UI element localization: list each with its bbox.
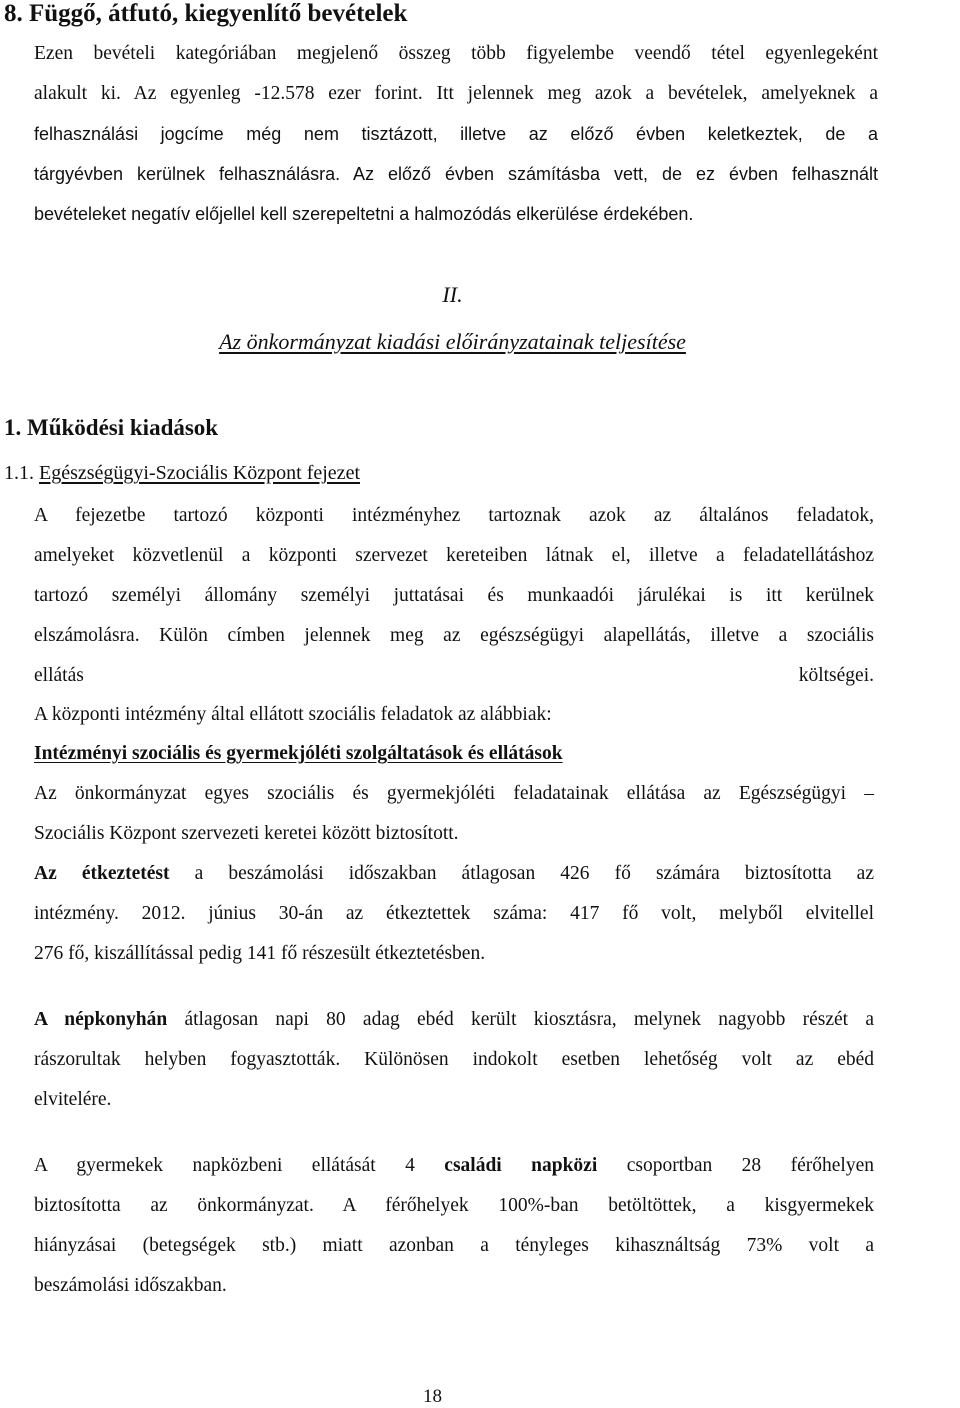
bold-term: családi napközi [444,1155,598,1176]
text-run: A gyermekek napközbeni ellátását 4 [34,1155,445,1176]
text-line: A központi intézmény által ellátott szociális feladatok az alábbiak: [34,704,552,725]
text-line: hiányzásai (betegségek stb.) miatt azonban a tényleges kihasználtság 73% volt a [34,1235,874,1256]
chapter-title: Egészségügyi-Szociális Központ fejezet [39,462,360,484]
paragraph-etkeztetes [34,854,874,974]
bold-term: Az étkeztetést [34,863,170,884]
text-line [34,1000,874,1040]
text-line: elszámolásra. Külön címben jelennek meg az egészségügyi alapellátás, illetve a szociális [34,625,874,646]
page-number: 18 [423,1386,442,1407]
paragraph-onkormanyzat [34,774,874,854]
text-run: Az előző évben számításba vett, de ez évben felhasznált [340,164,879,184]
text-line: Ezen bevételi kategóriában megjelenő összeg több figyelembe veendő tétel egyenlegeként [34,43,878,64]
subheading-text: Intézményi szociális és gyermekjóléti szolgáltatások és ellátások [34,743,563,764]
paragraph-fejezet [34,496,874,696]
text-line: Az önkormányzat egyes szociális és gyermekjóléti feladatainak ellátása az Egészségügyi – [34,783,874,804]
section-heading-8: 8. Függő, átfutó, kiegyenlítő bevételek [4,0,408,27]
text-line: tartozó személyi állomány személyi juttatásai és munkaadói járulékai is itt kerülnek [34,585,874,606]
text-line: alakult ki. Az egyenleg -12.578 ezer forint. Itt jelennek meg azok a bevételek, amelyeknek a [34,83,878,104]
text-line: Szociális Központ szervezeti keretei között biztosított. [34,823,459,844]
text-line: 276 fő, kiszállítással pedig 141 fő részesült étkeztetésben. [34,943,486,964]
paragraph-nepkonyha [34,1000,874,1120]
text-line: amelyeket közvetlenül a központi szervezet kereteiben látnak el, illetve a feladatellátáshoz [34,545,874,566]
text-line: intézmény. 2012. június 30-án az étkeztettek száma: 417 fő volt, melyből elvitellel [34,903,874,924]
text-line: elvitelére. [34,1089,112,1110]
subheading-szolgaltatasok [34,734,874,774]
text-line [34,154,878,194]
subsection-heading: 1. Működési kiadások [4,415,219,440]
text-line: felhasználási jogcíme még nem tisztázott, illetve az előző évben keletkeztek, de a [34,124,878,144]
text-line: bevételeket negatív előjellel kell szerepeltetni a halmozódás elkerülése érdekében. [34,204,694,224]
section-roman-numeral: II. [442,282,463,307]
text-line last: ellátás költségei. [34,665,874,686]
paragraph-feladatok [34,695,874,735]
text-run: átlagosan napi 80 adag ebéd került kiosztásra, melynek nagyobb részét a [167,1009,874,1030]
section-title: Az önkormányzat kiadási előirányzatainak teljesítése [219,329,686,354]
text-line: biztosította az önkormányzat. A férőhelyek 100%-ban betöltöttek, a kisgyermekek [34,1195,874,1216]
text-run: a beszámolási időszakban átlagosan 426 fő számára biztosította az [169,863,874,884]
chapter-heading [4,459,360,487]
text-run: tárgyévben kerülnek felhasználásra. [34,164,341,184]
paragraph-fuggo-bevetelek [34,34,878,234]
paragraph-napkozi [34,1146,874,1306]
bold-term: A népkonyhán [34,1009,168,1030]
text-line [34,1146,874,1186]
chapter-number: 1.1. [4,462,39,484]
text-run: csoportban 28 férőhelyen [597,1155,874,1176]
text-line: rászorultak helyben fogyasztották. Különösen indokolt esetben lehetőség volt az ebéd [34,1049,874,1070]
text-line: A fejezetbe tartozó központi intézményhez tartoznak azok az általános feladatok, [34,505,874,526]
text-line: beszámolási időszakban. [34,1275,227,1296]
text-line [34,854,874,894]
